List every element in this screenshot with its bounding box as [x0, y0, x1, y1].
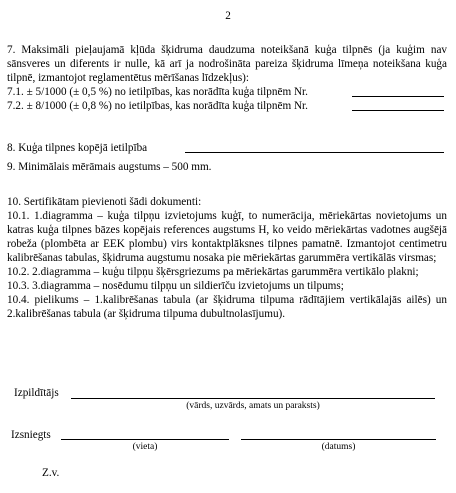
item-9-text: 9. Minimālais mērāmais augstums – 500 mm.: [7, 161, 212, 173]
issued-label: Izsniegts: [11, 429, 51, 441]
page-number: 2: [225, 10, 231, 22]
executor-signature-line: [71, 398, 435, 399]
item-8: [7, 141, 447, 155]
executor-caption: (vārds, uzvārds, amats un paraksts): [186, 401, 320, 411]
date-line: [241, 439, 436, 440]
item-7-1-text: 7.1. ± 5/1000 (± 0,5 %) no ietilpības, kas norādīta kuģa tilpnēm Nr.: [7, 86, 308, 98]
item-7: [7, 43, 447, 113]
item-7-2-text: 7.2. ± 8/1000 (± 0,8 %) no ietilpības, kas norādīta kuģa tilpnēm Nr.: [7, 100, 308, 112]
place-caption: (vieta): [132, 442, 158, 452]
item-10: [7, 195, 447, 321]
item-8-blank: [185, 152, 444, 153]
item-7-1-blank: [352, 96, 444, 97]
item-7-1-row: [7, 85, 447, 99]
date-caption: (datums): [321, 442, 356, 452]
item-7-2-row: [7, 99, 447, 113]
item-10-4: 10.4. pielikums – 1.kalibrēšanas tabula (ar šķidruma tilpuma rādītājiem vertikālajās ailēs) un 2.kalibrēšanas tabula (ar šķidruma tilpuma dubultnolasījumu).: [7, 294, 447, 320]
seal-placeholder: Z.v.: [42, 467, 60, 479]
item-10-2: 10.2. 2.diagramma – kuģu tilpņu šķērsgriezums pa mēriekārtas garummēra vertikālo plakni;: [7, 266, 419, 278]
place-line: [61, 439, 229, 440]
item-8-label: 8. Kuģa tilpnes kopējā ietilpība: [7, 142, 148, 154]
item-10-heading: 10. Sertifikātam pievienoti šādi dokumenti:: [7, 196, 202, 208]
item-9: [7, 160, 447, 174]
item-10-3: 10.3. 3.diagramma – nosēdumu tilpņu un sildierīču izvietojums un tilpums;: [7, 280, 344, 292]
item-10-1: 10.1. 1.diagramma – kuģa tilpņu izvietojums kuģī, to numerācija, mēriekārtas novietojums un katras kuģa tilpnes bāzes kopējais references augstums H, ko veido mēriekārtas vadotnes augšējā robeža (plombēta ar EEK plombu) virs kontaktplāksnes tilpnes pamatnē. Izmantojot centimetru kalibrēšanas tabulas, šķidruma augstumu nosaka pie mēriekārtas garummēra vertikālās virsmas;: [7, 210, 447, 264]
executor-label: Izpildītājs: [14, 387, 59, 399]
item-7-heading: 7. Maksimāli pieļaujamā kļūda šķidruma daudzuma noteikšanā kuģa tilpnēs (ja kuģim nav sānsveres un diferents ir nulle, kā arī ja nodrošināta pareiza šķidruma līmeņa noteikšana kuģa tilpnē, izmantojot reglamentētus mērīšanas līdzekļus):: [7, 44, 447, 84]
item-7-2-blank: [352, 110, 444, 111]
